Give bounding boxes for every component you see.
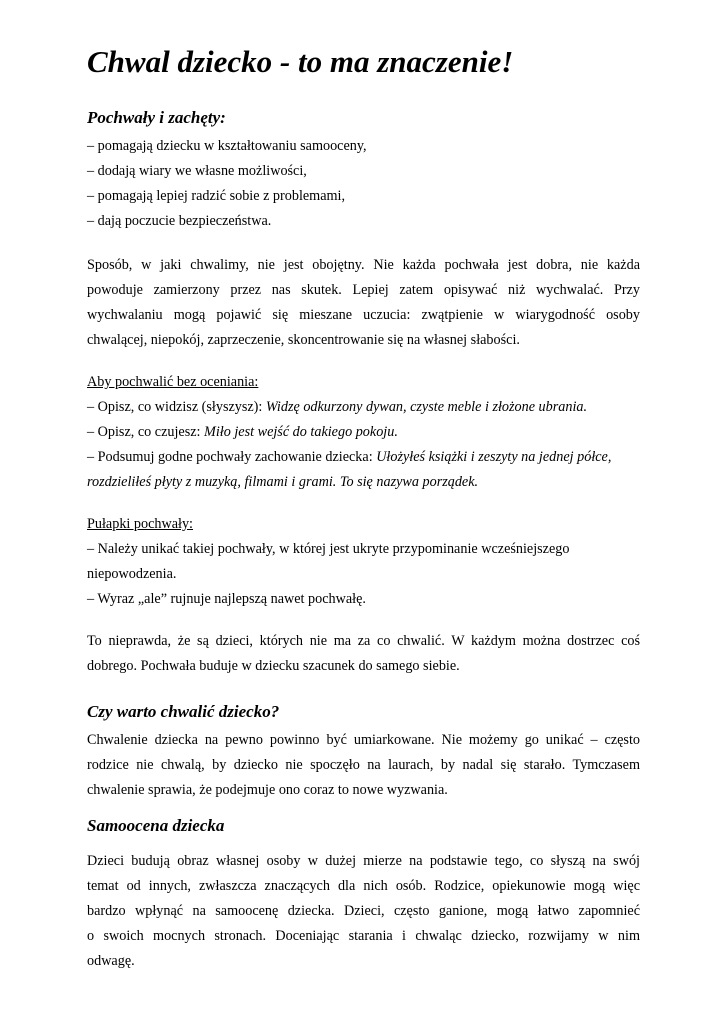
paragraph-line: powoduje zamierzony przez nas skutek. Lepiej zatem opisywać niż wychwalać. Przy xyxy=(87,282,640,298)
list-item: – dają poczucie bezpieczeństwa. xyxy=(87,213,272,229)
list-item-example: Widzę odkurzony dywan, czyste meble i złożone ubrania. xyxy=(265,399,588,415)
paragraph-line: wychwalaniu mogą pojawić się mieszane uczucia: zwątpienie w wiarygodność osoby xyxy=(87,307,640,323)
subheading-bez-oceniania: Aby pochwalić bez oceniania: xyxy=(87,374,259,390)
list-item-prefix: – Opisz, co widzisz (słyszysz): xyxy=(87,399,266,415)
paragraph-samoocena xyxy=(87,849,640,974)
paragraph-line: Sposób, w jaki chwalimy, nie jest obojętny. Nie każda pochwała jest dobra, nie każda xyxy=(87,257,640,273)
paragraph-line: dobrego. Pochwała buduje w dziecku szacunek do samego siebie. xyxy=(87,658,460,674)
list-item-prefix: – Podsumuj godne pochwały zachowanie dziecka: xyxy=(87,449,377,465)
paragraph-line: o swoich mocnych stronach. Doceniając starania i chwaląc dziecko, rozwijamy w nim xyxy=(87,928,640,944)
subheading-pulapki: Pułapki pochwały: xyxy=(87,516,193,532)
paragraph-line: temat od innych, zwłaszcza znaczących dla nich osób. Rodzice, opiekunowie mogą więc xyxy=(87,878,640,894)
list-item-continuation: rozdzieliłeś płyty z muzyką, filmami i grami. To się nazywa porządek. xyxy=(87,474,479,490)
section-pulapki xyxy=(87,512,640,612)
list-item: – dodają wiary we własne możliwości, xyxy=(87,163,307,179)
paragraph-line: Dzieci budują obraz własnej osoby w dużej mierze na podstawie tego, co słyszą na swój xyxy=(87,853,640,869)
list-item: – pomagają dziecku w kształtowaniu samooceny, xyxy=(87,138,367,154)
list-item: – Wyraz „ale” rujnuje najlepszą nawet pochwałę. xyxy=(87,591,366,607)
paragraph-nieprawda xyxy=(87,629,640,679)
section-bez-oceniania xyxy=(87,370,640,495)
section-heading-czy-warto: Czy warto chwalić dziecko? xyxy=(87,702,280,721)
paragraph-line: To nieprawda, że są dzieci, których nie ma za co chwalić. W każdym można dostrzec coś xyxy=(87,633,640,649)
page-title: Chwal dziecko - to ma znaczenie! xyxy=(87,44,514,79)
paragraph-line: odwagę. xyxy=(87,953,135,969)
paragraph-line: chwalenie sprawia, że podejmuje ono coraz to nowe wyzwania. xyxy=(87,782,448,798)
section-heading-pochwaly: Pochwały i zachęty: xyxy=(87,108,226,127)
list-item-example: Ułożyłeś książki i zeszyty na jednej półce, xyxy=(376,449,612,465)
paragraph-sposob xyxy=(87,253,640,353)
pochwaly-list xyxy=(87,134,640,234)
paragraph-line: bardzo wpłynąć na samoocenę dziecka. Dzieci, często ganione, mogą łatwo zapomnieć xyxy=(87,903,640,919)
list-item-example: Miło jest wejść do takiego pokoju. xyxy=(204,424,398,440)
section-heading-samoocena: Samoocena dziecka xyxy=(87,816,225,835)
paragraph-line: Chwalenie dziecka na pewno powinno być umiarkowane. Nie możemy go unikać – często xyxy=(87,732,640,748)
list-item xyxy=(87,420,640,445)
paragraph-line: chwalącej, niepokój, zaprzeczenie, skoncentrowanie się na własnej słabości. xyxy=(87,332,520,348)
list-item: – Należy unikać takiej pochwały, w której jest ukryte przypominanie wcześniejszego xyxy=(87,541,570,557)
list-item xyxy=(87,395,640,420)
list-item: – pomagają lepiej radzić sobie z problemami, xyxy=(87,188,346,204)
list-item-continuation: niepowodzenia. xyxy=(87,566,177,582)
list-item xyxy=(87,445,640,470)
paragraph-czy-warto xyxy=(87,728,640,803)
paragraph-line: rodzice nie chwalą, by dziecko nie spoczęło na laurach, by nadal się starało. Tymczasem xyxy=(87,757,640,773)
list-item-prefix: – Opisz, co czujesz: xyxy=(87,424,205,440)
